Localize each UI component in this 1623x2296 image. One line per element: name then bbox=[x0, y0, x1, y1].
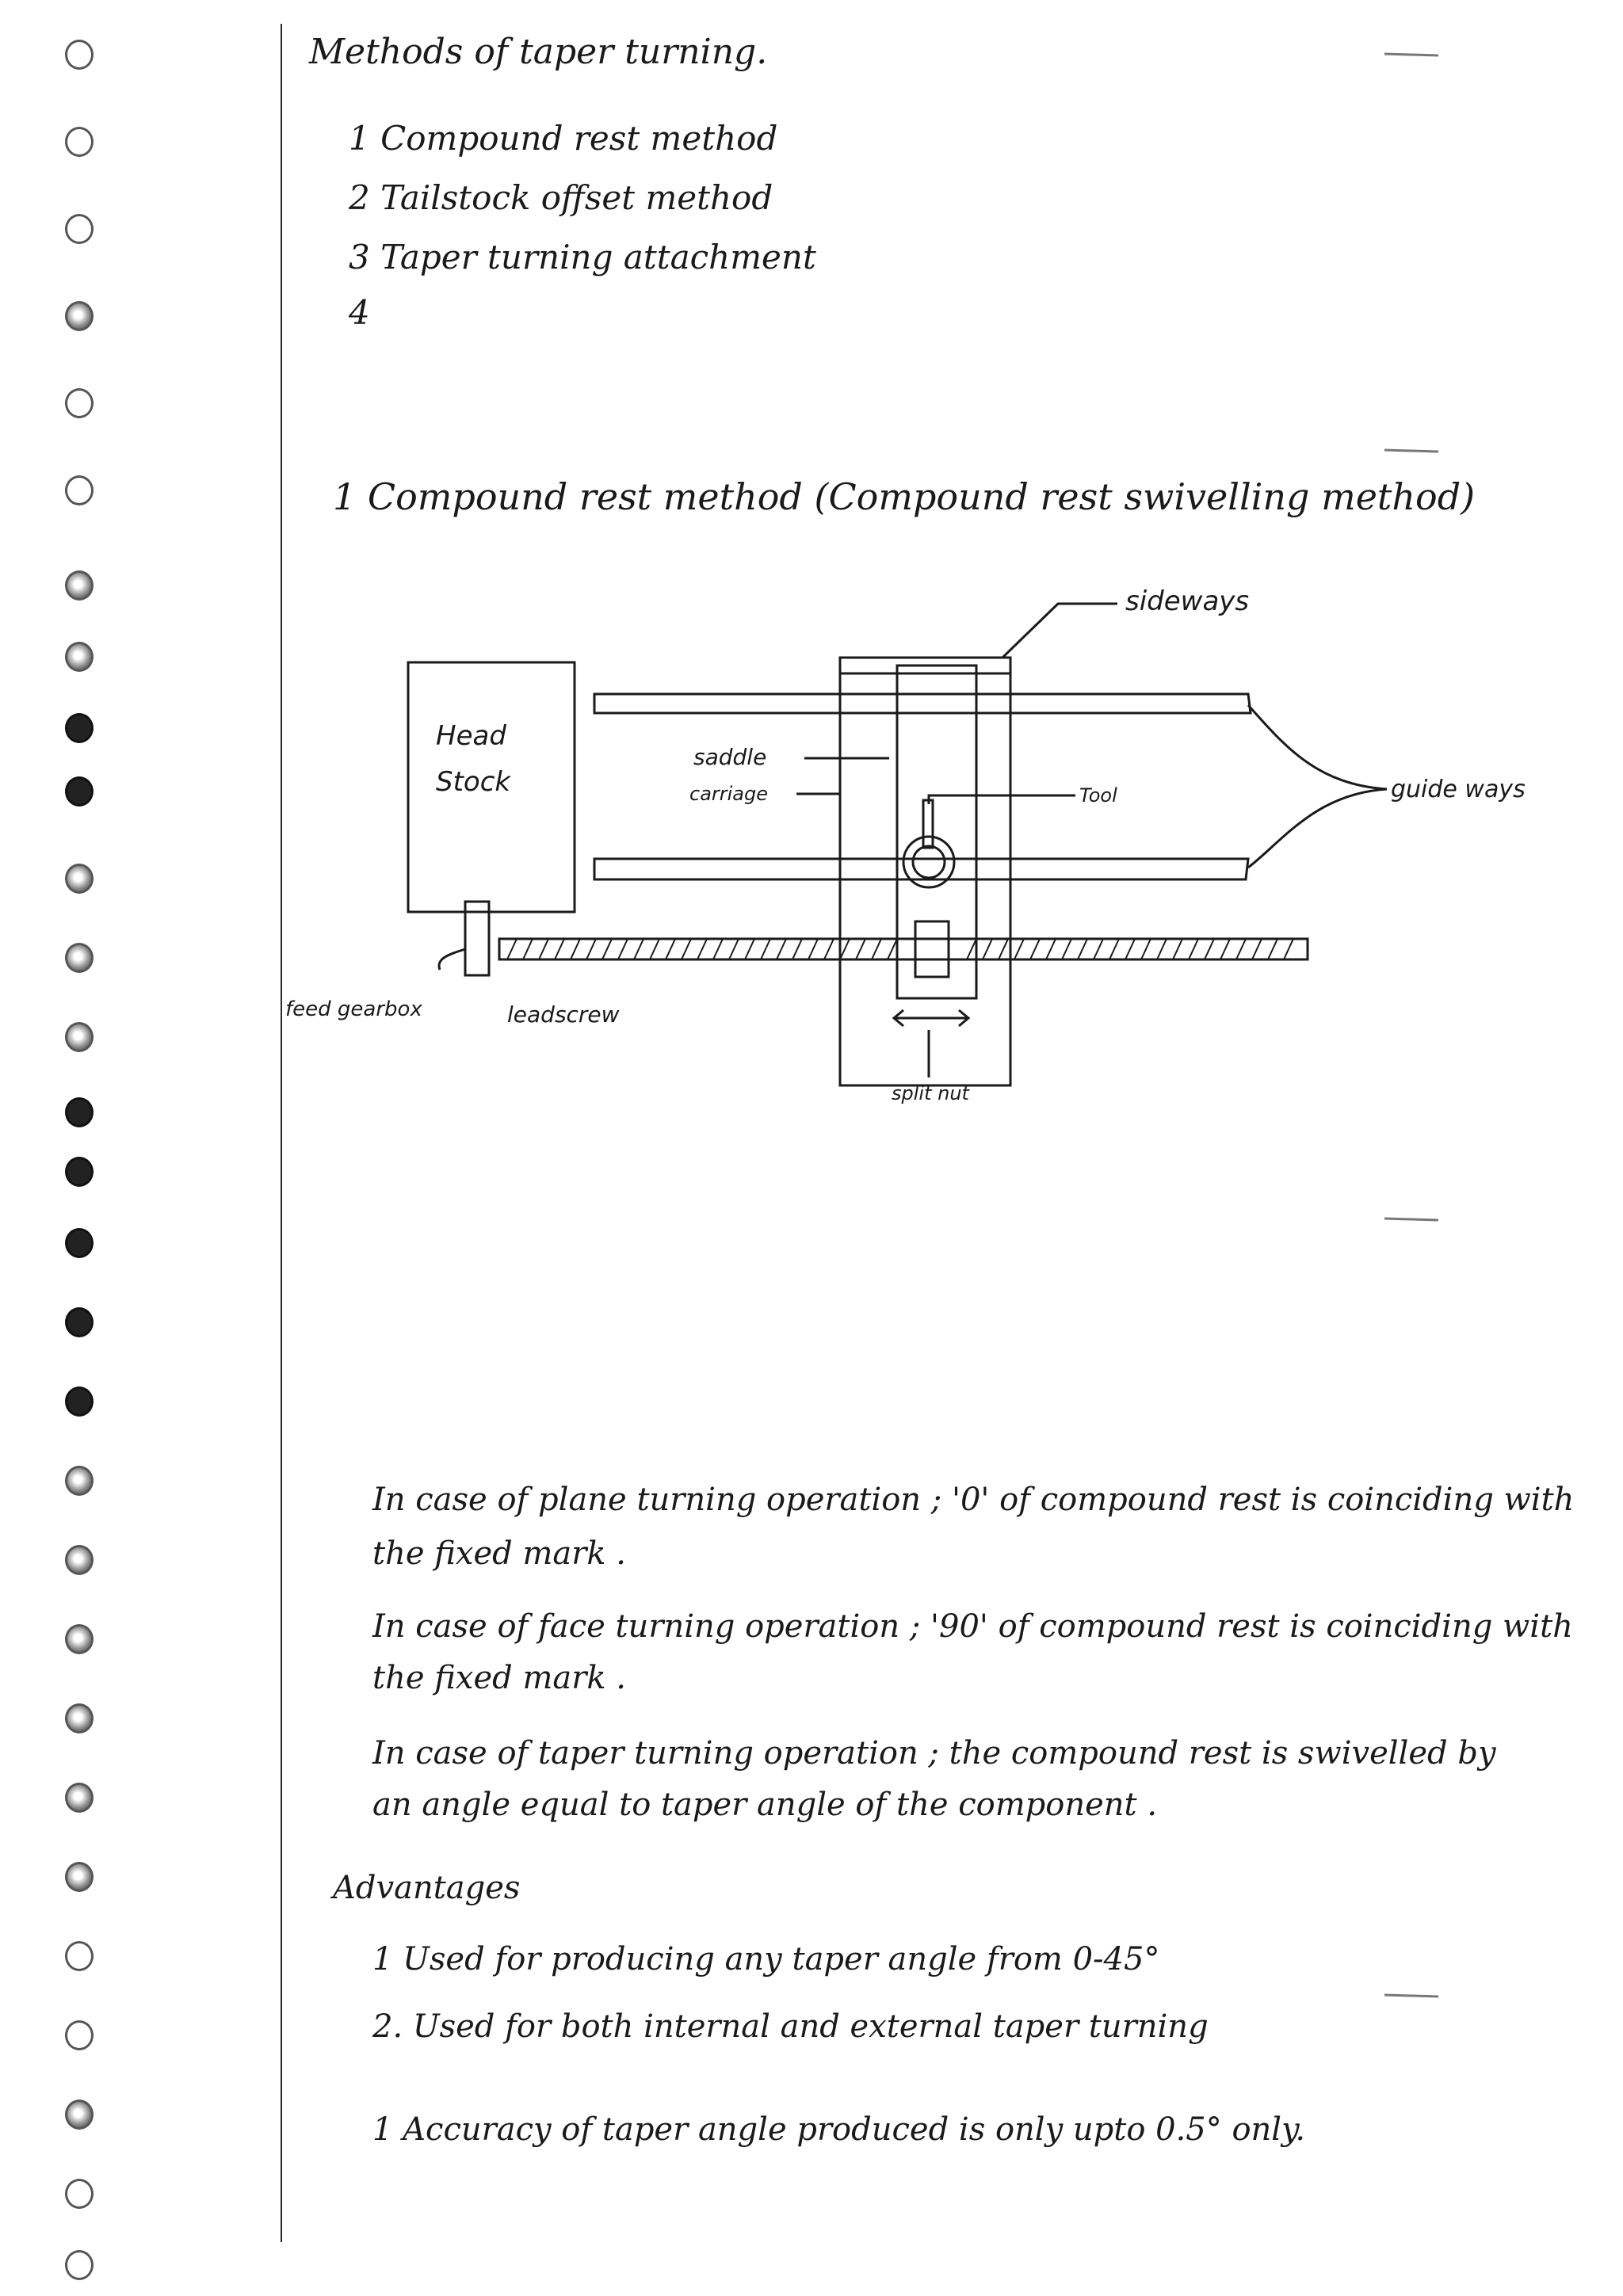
label-split-nut: split nut bbox=[892, 1082, 969, 1104]
scan-mark bbox=[1383, 1212, 1446, 1223]
binder-hole bbox=[65, 1228, 94, 1258]
paragraph-line: the fixed mark . bbox=[372, 1535, 627, 1572]
binder-hole bbox=[65, 776, 94, 807]
binder-hole bbox=[65, 2250, 94, 2280]
binder-hole bbox=[65, 388, 94, 418]
binder-hole bbox=[65, 1703, 94, 1733]
binder-hole bbox=[65, 1307, 94, 1337]
binder-hole bbox=[65, 943, 94, 973]
carriage bbox=[840, 658, 1010, 1085]
binder-hole bbox=[65, 1624, 94, 1654]
section-heading: 1 Compound rest method (Compound rest swivelling method) bbox=[333, 475, 1476, 518]
label-carriage: carriage bbox=[689, 783, 769, 805]
binder-hole bbox=[65, 1466, 94, 1496]
binder-hole bbox=[65, 642, 94, 672]
label-sideways: sideways bbox=[1125, 586, 1250, 617]
guide-way-top bbox=[594, 694, 1251, 713]
saddle bbox=[897, 666, 976, 998]
label-guide-ways: guide ways bbox=[1391, 776, 1526, 803]
leadscrew bbox=[499, 939, 1308, 959]
binder-hole bbox=[65, 301, 94, 331]
binder-hole bbox=[65, 2179, 94, 2209]
label-saddle: saddle bbox=[693, 744, 767, 770]
advantage-item: 1 Used for producing any taper angle from 0-45° bbox=[372, 1941, 1160, 1978]
binder-hole bbox=[65, 1157, 94, 1187]
binder-hole bbox=[65, 127, 94, 157]
scan-mark bbox=[1383, 1989, 1446, 2000]
binder-hole bbox=[65, 475, 94, 505]
binder-hole bbox=[65, 864, 94, 894]
binder-hole bbox=[65, 1386, 94, 1417]
method-item: 2 Tailstock offset method bbox=[349, 178, 773, 217]
binder-hole bbox=[65, 2100, 94, 2130]
binder-hole bbox=[65, 40, 94, 70]
advantage-item: 2. Used for both internal and external taper turning bbox=[372, 2008, 1209, 2045]
label-leadscrew: leadscrew bbox=[507, 1001, 620, 1028]
label-head: Head bbox=[436, 720, 506, 752]
lathe-diagram bbox=[285, 586, 1585, 1141]
binder-hole bbox=[65, 1783, 94, 1813]
paragraph-line: an angle equal to taper angle of the component . bbox=[372, 1787, 1158, 1823]
method-item: 3 Taper turning attachment bbox=[349, 238, 816, 277]
binder-hole bbox=[65, 1545, 94, 1575]
label-stock: Stock bbox=[436, 766, 511, 798]
binder-hole bbox=[65, 570, 94, 601]
label-tool: Tool bbox=[1079, 784, 1117, 807]
scan-mark bbox=[1383, 48, 1446, 59]
binder-hole bbox=[65, 713, 94, 743]
margin-line bbox=[281, 24, 282, 2242]
paragraph-line: In case of face turning operation ; '90' of compound rest is coinciding with bbox=[372, 1608, 1573, 1645]
binder-hole bbox=[65, 1862, 94, 1892]
page-title: Methods of taper turning. bbox=[309, 32, 768, 72]
paragraph-line: In case of taper turning operation ; the compound rest is swivelled by bbox=[372, 1735, 1496, 1772]
paragraph-line: In case of plane turning operation ; '0' of compound rest is coinciding with bbox=[372, 1482, 1575, 1518]
method-item: 1 Compound rest method bbox=[349, 119, 778, 158]
binder-hole bbox=[65, 1022, 94, 1052]
binder-hole bbox=[65, 2020, 94, 2050]
tool bbox=[923, 800, 933, 848]
binder-hole bbox=[65, 1097, 94, 1127]
binder-holes bbox=[55, 24, 127, 2274]
paragraph-line: the fixed mark . bbox=[372, 1660, 627, 1696]
method-item: 4 bbox=[349, 293, 370, 332]
scan-mark bbox=[1383, 444, 1446, 455]
label-feed-gearbox: feed gearbox bbox=[285, 997, 422, 1021]
advantages-heading: Advantages bbox=[333, 1870, 521, 1906]
disadvantage-item: 1 Accuracy of taper angle produced is only upto 0.5° only. bbox=[372, 2111, 1306, 2148]
binder-hole bbox=[65, 1941, 94, 1971]
split-nut bbox=[915, 921, 949, 977]
binder-hole bbox=[65, 214, 94, 244]
